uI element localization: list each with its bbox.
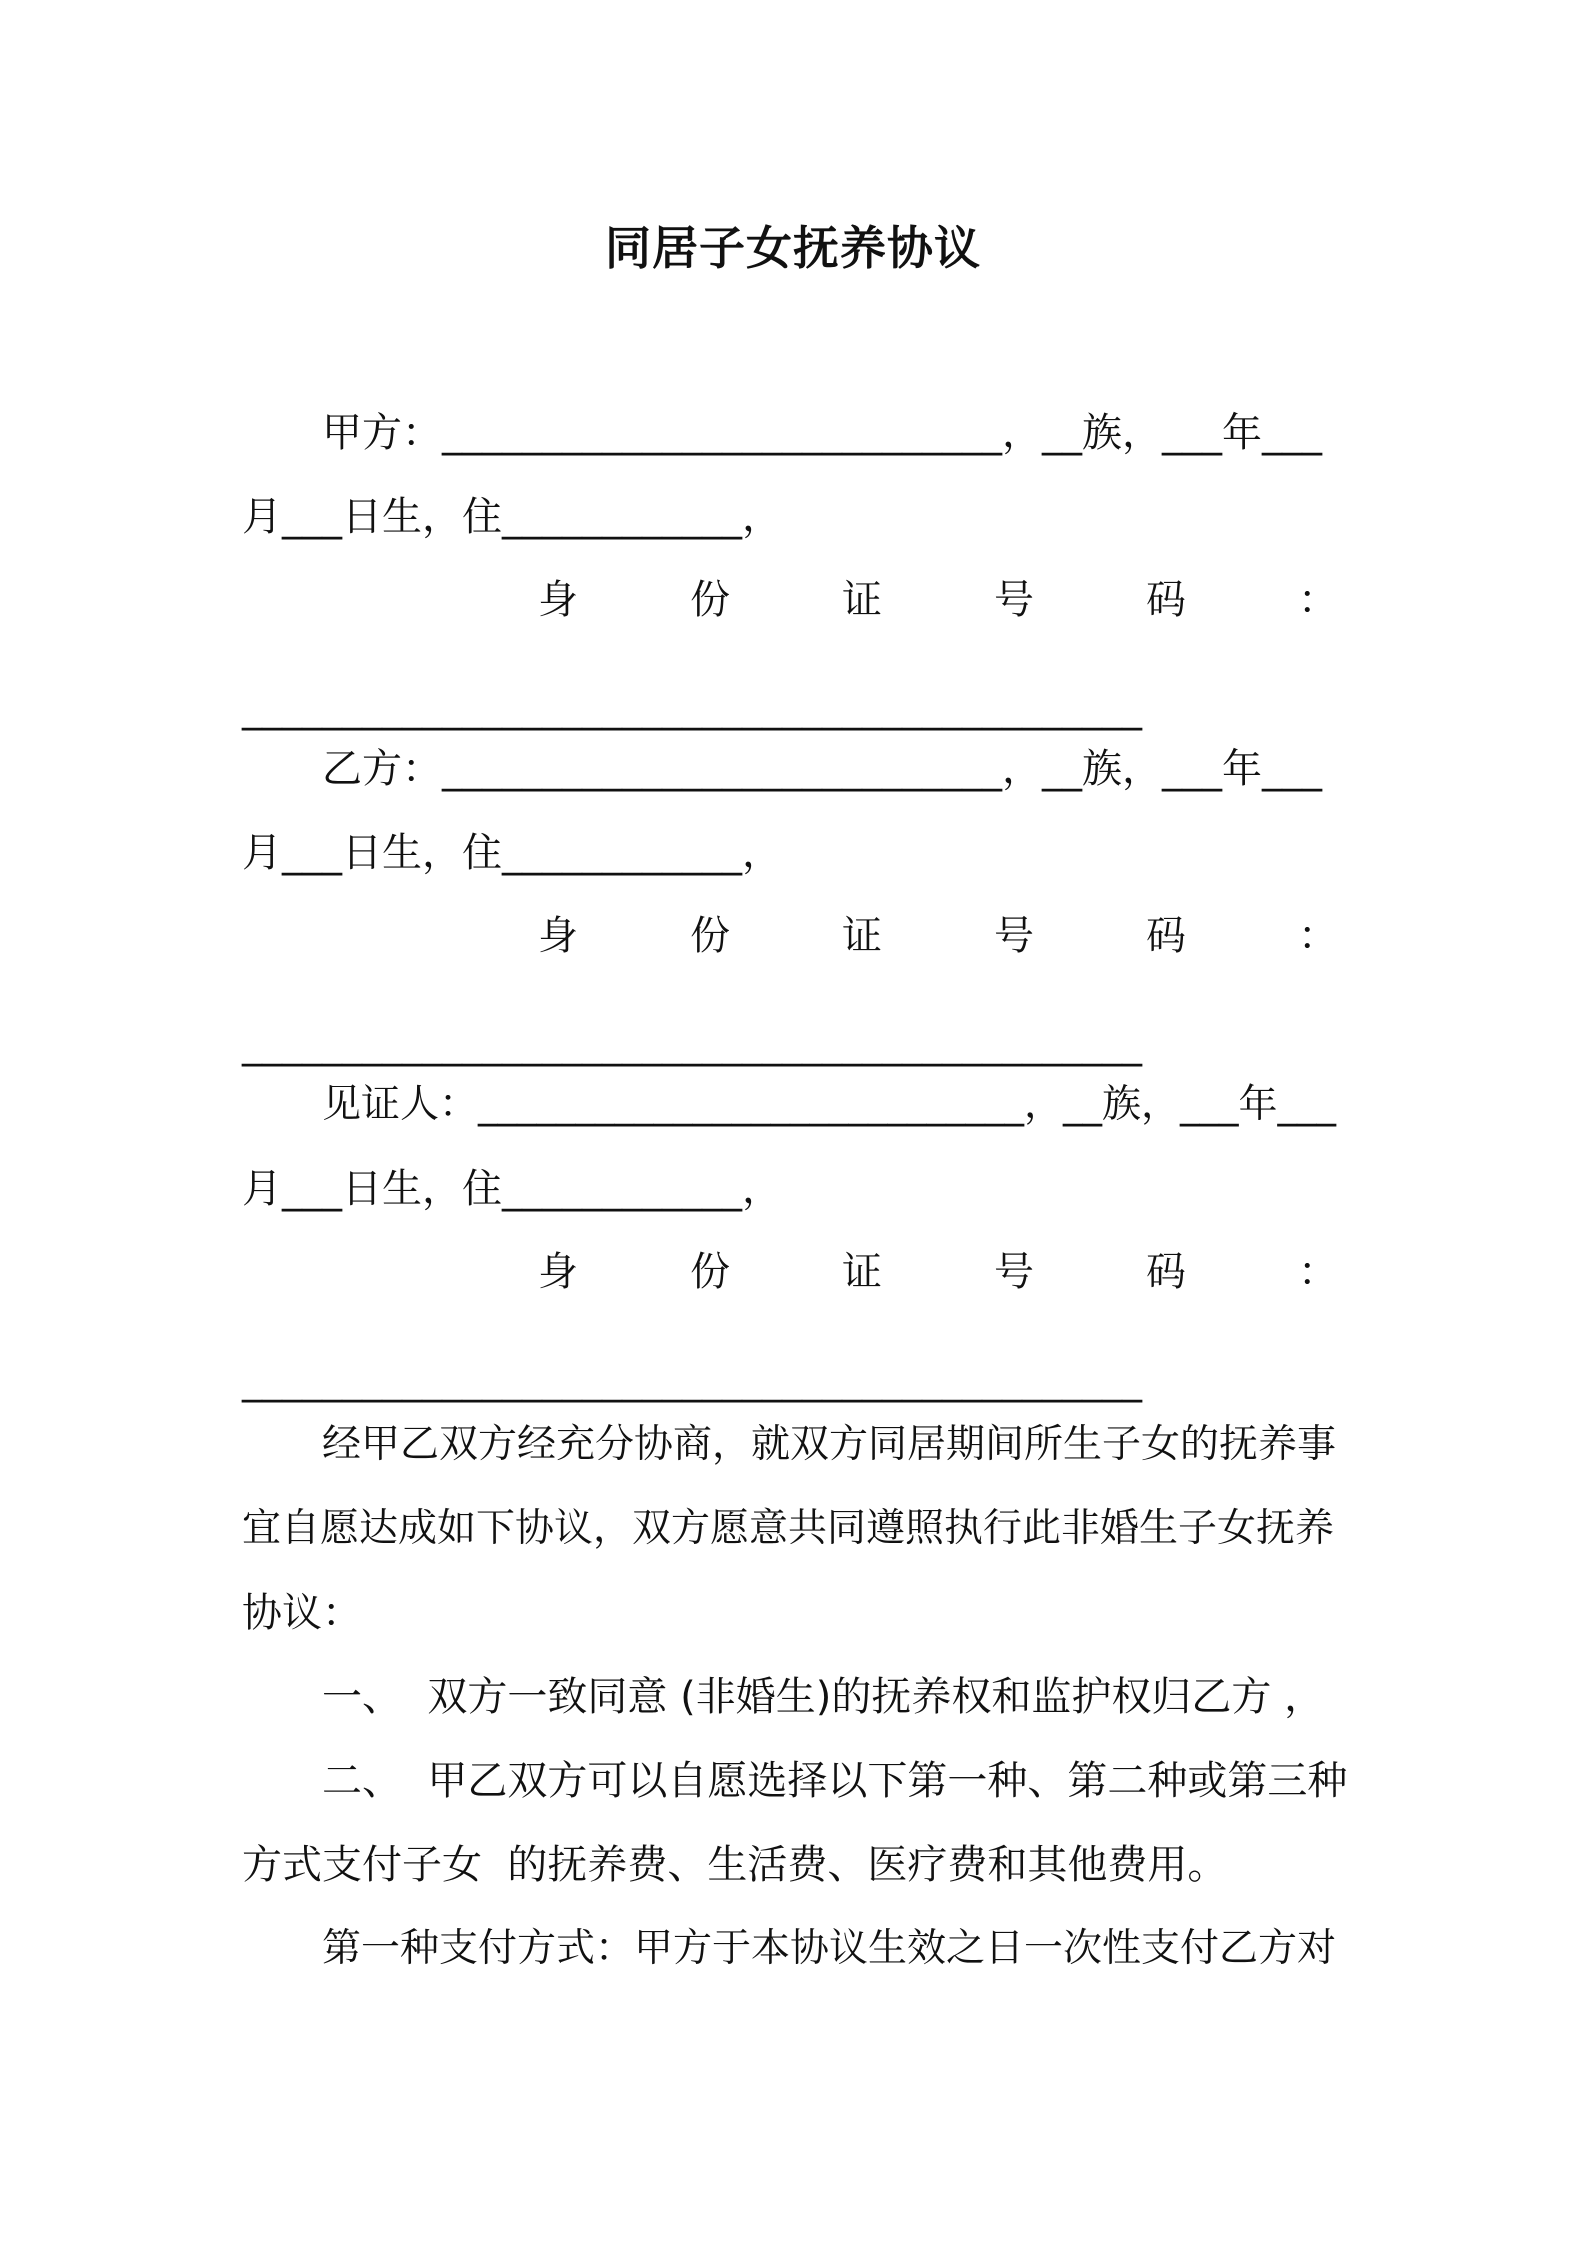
party-a-id-blank: _____________________________________________ (242, 685, 1142, 731)
witness-line-1: 见证人：____________________________，__族，___年___ (322, 1082, 1337, 1127)
id-label-char: 码 (1146, 1249, 1186, 1295)
id-label-char: 号 (994, 577, 1034, 623)
id-label-char: 份 (690, 1249, 730, 1295)
witness-id-label (538, 1242, 1338, 1302)
id-label-char: ： (1298, 577, 1338, 623)
clause-2-line-1: 二、 甲乙双方可以自愿选择以下第一种、第二种或第三种 (322, 1758, 1348, 1804)
party-b-line-2: 月___日生，住____________， (242, 830, 782, 876)
id-label-char: ： (1298, 1249, 1338, 1295)
id-label-char: 身 (538, 1249, 578, 1295)
document-title: 同居子女抚养协议 (605, 221, 981, 275)
intro-line-3: 协议： (242, 1590, 362, 1636)
id-label-char: 证 (842, 577, 882, 623)
party-a-line-1: 甲方：____________________________，__族，___年___ (322, 410, 1322, 456)
id-label-char: 身 (538, 913, 578, 959)
witness-id-blank: _____________________________________________ (242, 1357, 1142, 1403)
party-a-id-label (538, 570, 1338, 630)
id-label-char: 份 (690, 913, 730, 959)
clause-1: 一、 双方一致同意 (非婚生)的抚养权和监护权归乙方 ， (322, 1674, 1325, 1720)
id-label-char: 身 (538, 577, 578, 623)
party-b-line-1: 乙方：____________________________，__族，___年___ (322, 746, 1322, 792)
intro-line-1: 经甲乙双方经充分协商，就双方同居期间所生子女的抚养事 (322, 1422, 1337, 1467)
payment-method-1: 第一种支付方式：甲方于本协议生效之日一次性支付乙方对 (322, 1926, 1337, 1971)
witness-line-2: 月___日生，住____________， (242, 1166, 782, 1212)
intro-line-2: 宜自愿达成如下协议，双方愿意共同遵照执行此非婚生子女抚养 (242, 1506, 1335, 1551)
id-label-char: 码 (1146, 913, 1186, 959)
clause-2-line-2: 方式支付子女 的抚养费、生活费、医疗费和其他费用。 (242, 1842, 1228, 1888)
id-label-char: 证 (842, 1249, 882, 1295)
party-b-id-label (538, 906, 1338, 966)
id-label-char: 号 (994, 913, 1034, 959)
id-label-char: 码 (1146, 577, 1186, 623)
id-label-char: 号 (994, 1249, 1034, 1295)
party-a-line-2: 月___日生，住____________， (242, 494, 782, 540)
id-label-char: ： (1298, 913, 1338, 959)
id-label-char: 份 (690, 577, 730, 623)
party-b-id-blank: _____________________________________________ (242, 1021, 1142, 1067)
id-label-char: 证 (842, 913, 882, 959)
